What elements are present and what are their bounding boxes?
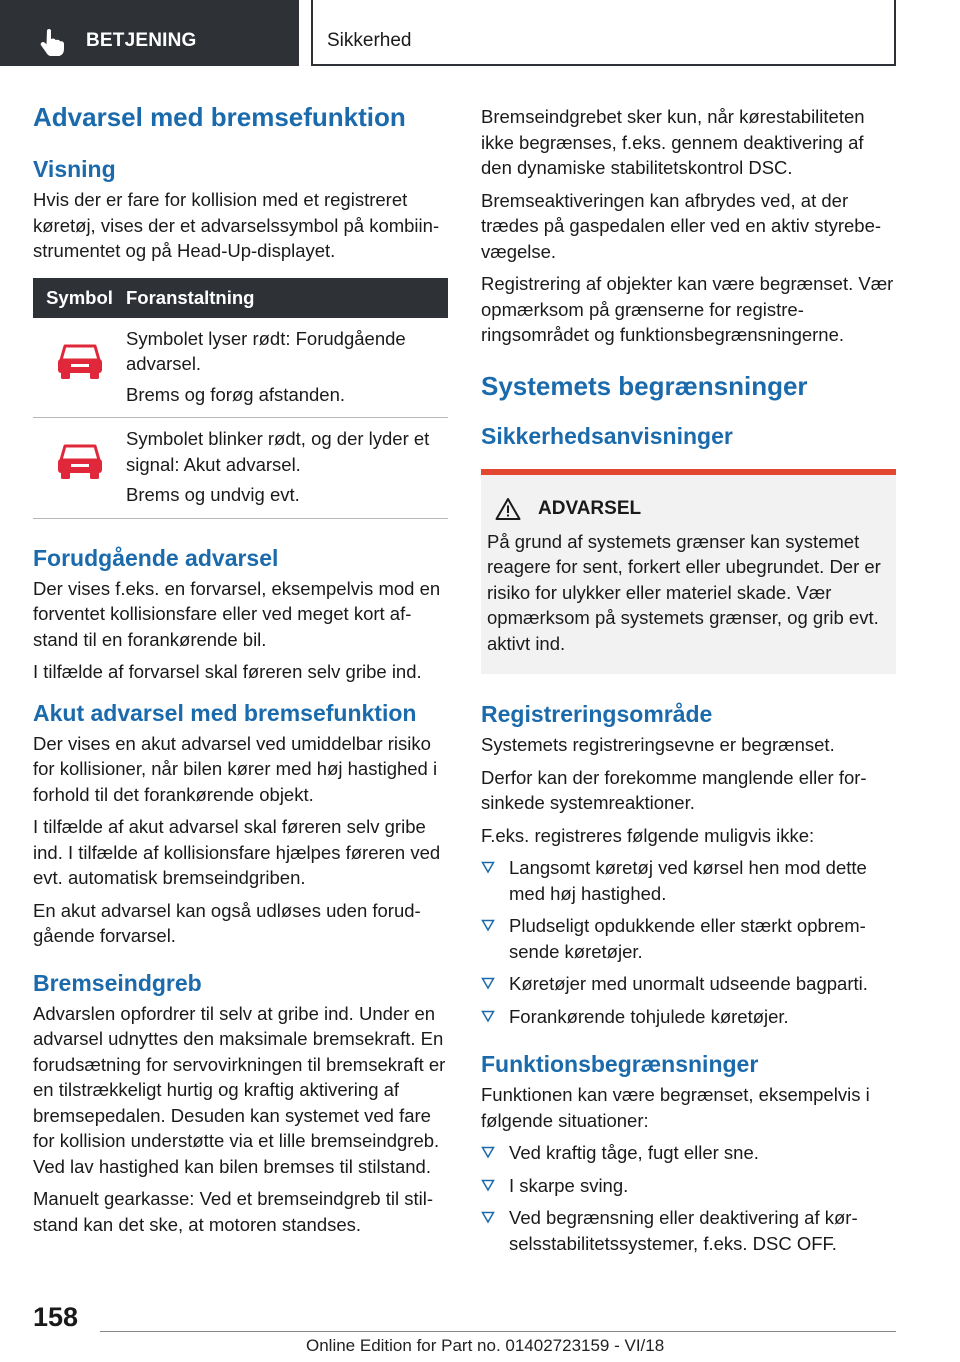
triangle-bullet-icon [481, 1210, 495, 1224]
heading-forudgaaende: Forudgående advarsel [33, 544, 279, 571]
table-row [33, 318, 448, 419]
akut-p3: En akut advarsel kan også udløses uden forudgående forvarsel. [33, 899, 421, 946]
akut-p2: I tilfælde af akut advarsel skal føreren selv gribe ind. I tilfælde af kollisionsfare hjælpes føreren ved evt. automatisk bremseindgriben. [33, 816, 441, 888]
list-item: Forankørende tohjulede køretøjer. [481, 1004, 896, 1030]
col-symbol-header: Symbol [46, 286, 113, 308]
registrering-p3: F.eks. registreres følgende muligvis ikke: [481, 824, 815, 846]
table-row [33, 418, 448, 519]
header-chapter-tab [311, 0, 896, 66]
list-item: Langsomt køretøj ved kørsel hen mod dette med høj hastighed. [481, 855, 896, 906]
heading-limits: Systemets begrænsninger [481, 370, 808, 401]
hand-pointer-icon [40, 28, 66, 56]
header-section-tab [0, 0, 299, 66]
footer-divider [100, 1331, 896, 1332]
row1-line1: Symbolet lyser rødt: Forudgående advarsel. [126, 327, 406, 374]
list-item: I skarpe sving. [481, 1173, 896, 1199]
left-column [33, 100, 448, 1237]
heading-akut: Akut advarsel med bremsefunktion [33, 699, 417, 726]
header-chapter-label: Sikkerhed [327, 30, 412, 51]
warning-triangle-icon [495, 497, 521, 521]
triangle-bullet-icon [481, 860, 495, 874]
row2-line1: Symbolet blinker rødt, og der lyder et signal: Akut advarsel. [126, 428, 430, 475]
row2-line2: Brems og undvig evt. [126, 484, 300, 505]
heading-funktion: Funktionsbegrænsninger [481, 1051, 759, 1077]
heading-visning: Visning [33, 156, 116, 182]
table-header [33, 278, 448, 318]
list-item: Ved kraftig tåge, fugt eller sne. [481, 1140, 896, 1166]
warning-title: ADVARSEL [538, 497, 642, 519]
page-title: Advarsel med bremsefunktion [33, 102, 406, 132]
visning-text: Hvis der er fare for kollision med et registreret køretøj, vises der et advarselssymbol på kombiinstrumentet og på Head-Up-displayet. [33, 189, 440, 261]
heading-safety: Sikkerhedsanvisninger [481, 422, 733, 449]
warning-text: På grund af systemets grænser kan systemet reagere for sent, forkert eller ubegrundet. Der er risiko for ulykker eller materiel skade. Vær opmærksom på systemets grænser, og grib evt. aktivt ind. [487, 530, 881, 654]
funktion-p1: Funktionen kan være begrænset, eksempelvis i følgende situationer: [481, 1084, 870, 1131]
bremseindgreb-p1: Advarslen opfordrer til selv at gribe ind. Under en advarsel udnyttes den maksimale bremsekraft. En forudsætning for servovirkningen til bremsekraft er en tilstrækkeligt hurtig og kraftig aktivering af bremsepedalen. Desuden kan systemet ved fare for kollision understøtte via et lille bremseindgreb. Ved lav hastighed kan bilen bremses til stilstand. [33, 1002, 446, 1177]
list-item: Pludseligt opdukkende eller stærkt opbremsende køretøjer. [481, 913, 896, 964]
akut-p1: Der vises en akut advarsel ved umiddelbar risiko for kollisioner, når bilen kører med høj hastighed i forhold til det forankørende objekt. [33, 732, 438, 805]
list-item: Ved begrænsning eller deaktivering af kørselsstabilitetssystemer, f.eks. DSC OFF. [481, 1205, 896, 1256]
car-warning-icon [55, 442, 105, 482]
triangle-bullet-icon [481, 1145, 495, 1159]
row1-line2: Brems og forøg afstanden. [126, 383, 346, 405]
forudgaaende-p2: I tilfælde af forvarsel skal føreren selv gribe ind. [33, 661, 422, 682]
car-warning-icon [55, 342, 105, 382]
triangle-bullet-icon [481, 918, 495, 932]
triangle-bullet-icon [481, 1009, 495, 1023]
triangle-bullet-icon [481, 976, 495, 990]
bremseindgreb-p2: Manuelt gearkasse: Ved et bremseindgreb til stilstand kan det ske, at motoren standses. [33, 1188, 434, 1235]
registrering-p1: Systemets registreringsevne er begrænset. [481, 734, 835, 755]
list-item: Køretøjer med unormalt udseende bagparti. [481, 971, 896, 997]
registrering-p2: Derfor kan der forekomme manglende eller forsinkede systemreaktioner. [481, 766, 867, 813]
right-p3: Registrering af objekter kan være begrænset. Vær opmærksom på grænserne for registreringsområdet og funktionsbegrænsningerne. [481, 273, 894, 345]
funktion-list [481, 1140, 896, 1256]
right-p2: Bremseaktiveringen kan afbrydes ved, at der trædes på gaspedalen eller ved en aktiv styrebevægelse. [481, 189, 882, 262]
right-column [481, 100, 896, 1256]
heading-bremseindgreb: Bremseindgreb [33, 969, 202, 996]
triangle-bullet-icon [481, 1178, 495, 1192]
right-p1: Bremseindgrebet sker kun, når kørestabiliteten ikke begrænses, f.eks. gennem deaktivering af den dynamiske stabilitetskontrol DSC. [481, 106, 865, 178]
footer-edition: Online Edition for Part no. 01402723159 - VI/18 [306, 1336, 665, 1355]
header-section-label: BETJENING [86, 30, 197, 51]
col-action-header: Foranstaltning [126, 286, 255, 308]
forudgaaende-p1: Der vises f.eks. en forvarsel, eksempelvis mod en forventet kollisionsfare eller ved meget kort afstand til en forankørende bil. [33, 577, 441, 650]
registrering-list [481, 855, 896, 1029]
symbol-table [33, 278, 448, 519]
page-number: 158 [33, 1302, 79, 1332]
heading-registrering: Registreringsområde [481, 701, 713, 727]
warning-box [481, 469, 896, 675]
